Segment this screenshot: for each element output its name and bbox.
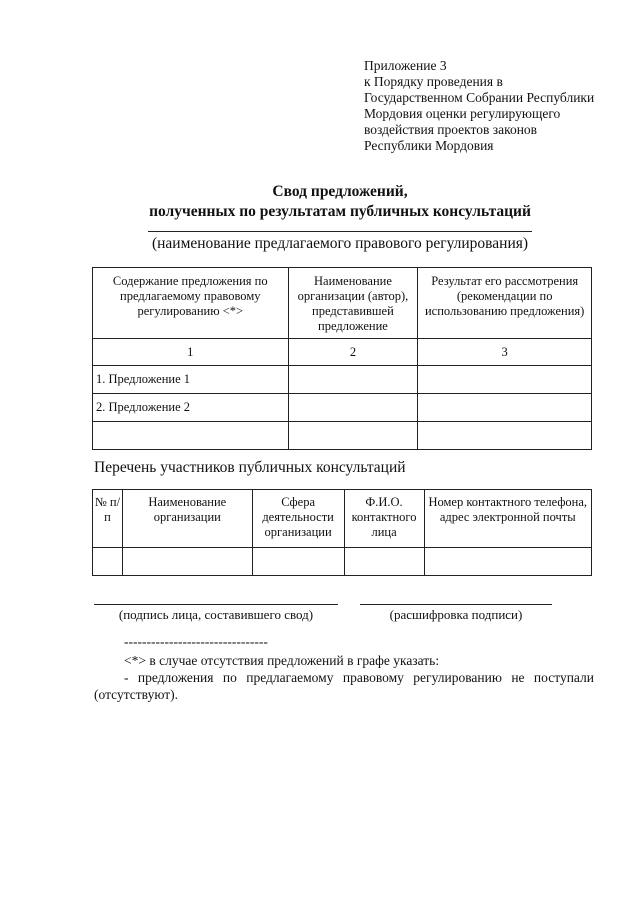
header-cell: Номер контактного телефона, адрес электронной почты [424,490,591,548]
table-row [93,422,592,450]
column-number: 1 [93,339,289,366]
appendix-line: Республики Мордовия [364,138,494,153]
table-cell[interactable] [344,548,424,576]
signature-decoding-line [360,604,552,605]
table-cell[interactable] [418,422,592,450]
signature-decoding-caption: (расшифровка подписи) [389,607,523,622]
table-cell[interactable] [252,548,344,576]
table-cell[interactable] [93,422,289,450]
regulation-caption: (наименование предлагаемого правового регулирования) [151,235,529,252]
signature-caption: (подпись лица, составившего свод) [118,607,314,622]
document-title [100,182,580,222]
header-cell: Содержание предложения по предлагаемому правовому регулированию <*> [93,268,289,339]
table-row [93,366,592,394]
header-cell: Сфера деятельности организации [252,490,344,548]
title-line-2: полученных по результатам публичных консультаций [149,203,531,220]
table-cell[interactable] [418,366,592,394]
table-cell[interactable] [288,422,418,450]
regulation-name-line [148,231,532,232]
appendix-line: Государственном Собрании Республики [364,90,595,105]
participants-title: Перечень участников публичных консультаций [94,459,406,476]
table-cell[interactable]: 1. Предложение 1 [93,366,289,394]
table-cell[interactable] [93,548,123,576]
footnote-line-2: - предложения по предлагаемому правовому регулированию не поступали (отсутствуют). [94,670,594,702]
proposals-table [92,267,592,450]
table-cell[interactable] [288,394,418,422]
table-header-row [93,490,592,548]
footnote-separator: -------------------------------- [124,634,268,649]
header-cell: Результат его рассмотрения (рекомендации по использованию предложения) [418,268,592,339]
table-cell[interactable]: 2. Предложение 2 [93,394,289,422]
appendix-line: к Порядку проведения в [364,74,503,89]
column-number-row [93,339,592,366]
column-number: 2 [288,339,418,366]
appendix-header [364,58,624,154]
header-cell: Ф.И.О. контактного лица [344,490,424,548]
table-cell[interactable] [122,548,252,576]
header-cell: Наименование организации (автор), представившей предложение [288,268,418,339]
signature-line [94,604,338,605]
header-cell: № п/п [93,490,123,548]
appendix-line: Мордовия оценки регулирующего [364,106,561,121]
table-cell[interactable] [424,548,591,576]
column-number: 3 [418,339,592,366]
title-line-1: Свод предложений, [272,183,408,200]
table-cell[interactable] [418,394,592,422]
footnote-line-1: <*> в случае отсутствия предложений в графе указать: [124,653,440,668]
table-header-row [93,268,592,339]
table-cell[interactable] [288,366,418,394]
table-row [93,548,592,576]
appendix-line: Приложение 3 [364,58,447,73]
header-cell: Наименование организации [122,490,252,548]
participants-table [92,489,592,576]
table-row [93,394,592,422]
appendix-line: воздействия проектов законов [364,122,538,137]
